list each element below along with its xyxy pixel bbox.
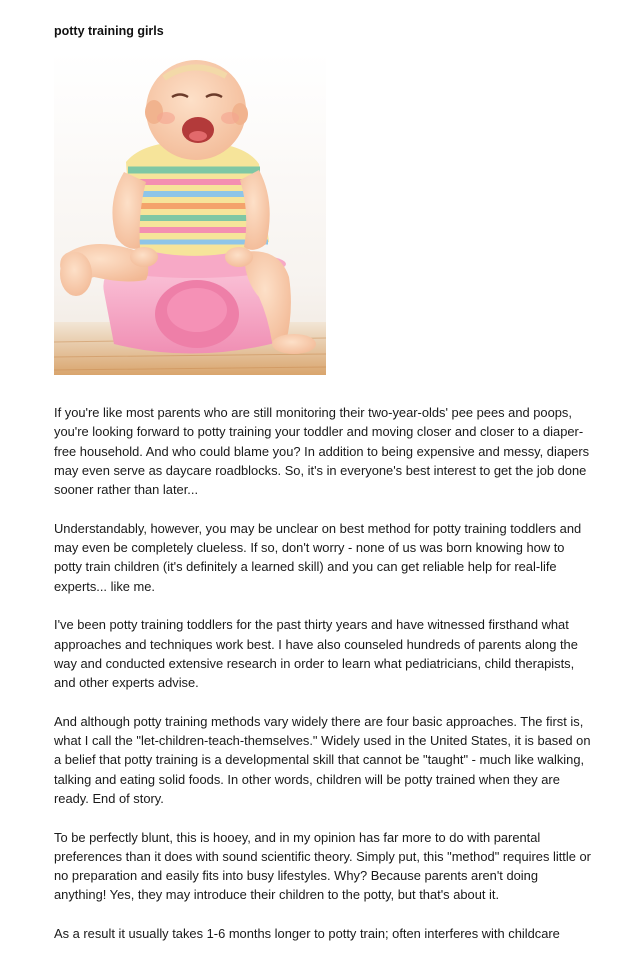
paragraph: If you're like most parents who are still monitoring their two-year-olds' pee pees and poops, you're looking forward to potty training your toddler and moving closer and closer to a diaper-free household. And who could blame you? In addition to being expensive and messy, diapers may even serve as daycare roadblocks. So, it's in everyone's best interest to get the job done sooner rather than later...	[54, 405, 590, 498]
paragraph: To be perfectly blunt, this is hooey, and in my opinion has far more to do with parental preferences than it does with sound scientific theory. Simply put, this "method" requires little or no preparation and easily fits into busy lifestyles. Why? Because parents aren't doing anything! Yes, they may introduce their children to the potty, but that's about it.	[54, 829, 591, 903]
baby-on-potty-photo	[54, 52, 326, 375]
article-body	[54, 403, 592, 963]
page-title: potty training girls	[54, 24, 164, 38]
paragraph: Understandably, however, you may be unclear on best method for potty training toddlers and may even be completely clueless. If so, don't worry - none of us was born knowing how to potty train children (it's definitely a learned skill) and you can get reliable help for real-life experts... like me.	[54, 520, 582, 594]
paragraph: And although potty training methods vary widely there are four basic approaches. The first is, what I call the "let-children-teach-themselves." Widely used in the United States, it is based on a belief that potty training is a developmental skill that cannot be "taught" - much like walking, talking and eating solid foods. In other words, children will be potty trained when they are ready. End of story.	[54, 713, 591, 806]
paragraph: I've been potty training toddlers for the past thirty years and have witnessed firsthand what approaches and techniques work best. I have also counseled hundreds of parents along the way and conducted extensive research in order to learn what pediatricians, child therapists, and other experts advise.	[54, 617, 578, 691]
paragraph: As a result it usually takes 1-6 months longer to potty train; often interferes with childcare	[54, 926, 560, 942]
